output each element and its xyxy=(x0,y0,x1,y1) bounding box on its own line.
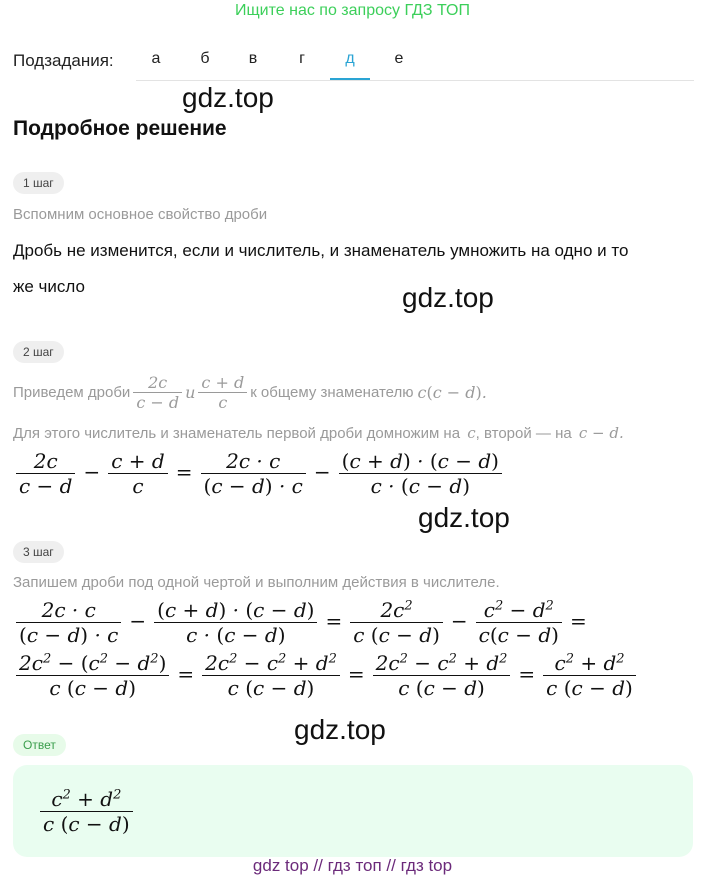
step-badge: 2 шаг xyxy=(13,341,64,363)
step-hint xyxy=(13,424,624,442)
formula: c xyxy=(467,424,476,442)
hint-text: к общему знаменателю xyxy=(250,383,414,401)
equation: $\frac{2c}{c - d}$ − $\frac{c + d}{c}$ = $\frac{2c \cdot c}{(c - d) \cdot c}$ − $\frac{(c + d) \cdot (c - d)}{c \cdot (c - d)}$ xyxy=(13,449,505,498)
step-text xyxy=(13,233,628,305)
watermark: gdz.top xyxy=(182,82,274,113)
step-badge: 3 шаг xyxy=(13,541,64,563)
answer-formula: $\frac{c^2 + d^2}{c (c - d)}$ xyxy=(37,787,136,836)
answer-badge: Ответ xyxy=(13,734,66,756)
watermark: gdz.top xyxy=(294,714,386,745)
hint-text: , второй — на xyxy=(475,425,572,442)
tab-v[interactable]: в xyxy=(248,50,258,67)
tab-g[interactable]: г xyxy=(299,50,305,67)
formula: c(c − d). xyxy=(417,382,487,402)
fraction: $\frac{c + d}{c}$ xyxy=(195,373,250,412)
hint-text: Для этого числитель и знаменатель первой дроби домножим на xyxy=(13,425,461,442)
section-title: Подробное решение xyxy=(13,117,227,140)
step-text-line: Дробь не изменится, если и числитель, и знаменатель умножить на одно и то xyxy=(13,241,629,260)
hint-text: и xyxy=(185,382,196,402)
fraction: $\frac{2c}{c - d}$ xyxy=(130,373,185,412)
tab-e[interactable]: е xyxy=(394,50,404,67)
subtask-tabs xyxy=(136,40,694,81)
equation: $\frac{2c \cdot c}{(c - d) \cdot c}$ − $\frac{(c + d) \cdot (c - d)}{c \cdot (c - d)}$ = $\frac{2c^2}{c (c - d)}$ − $\frac{c^2 - d^2}{c(c - d)}$ = xyxy=(13,598,592,647)
hint-text: Приведем дроби xyxy=(13,383,131,401)
tab-b[interactable]: б xyxy=(200,50,210,67)
step-text-line: же число xyxy=(13,277,85,296)
equation: $\frac{2c^2 - (c^2 - d^2)}{c (c - d)}$ = $\frac{2c^2 - c^2 + d^2}{c (c - d)}$ = $\frac{2c^2 - c^2 + d^2}{c (c - d)}$ = $\frac{c^2 + d^2}{c (c - d)}$ xyxy=(13,651,639,700)
step-badge: 1 шаг xyxy=(13,172,64,194)
formula: c − d. xyxy=(578,424,624,442)
answer-box xyxy=(13,765,693,857)
step-hint: Вспомним основное свойство дроби xyxy=(13,206,268,223)
step-hint: Запишем дроби под одной чертой и выполним действия в числителе. xyxy=(13,574,500,591)
step-hint xyxy=(13,367,487,417)
footer-links[interactable]: gdz top // гдз топ // гдз top xyxy=(252,856,453,875)
watermark: gdz.top xyxy=(402,282,494,313)
tab-d[interactable]: д xyxy=(330,50,370,80)
tab-a[interactable]: а xyxy=(151,50,161,67)
watermark: gdz.top xyxy=(418,502,510,533)
top-banner: Ищите нас по запросу ГДЗ ТОП xyxy=(235,2,470,19)
subtasks-label: Подзадания: xyxy=(13,51,114,70)
